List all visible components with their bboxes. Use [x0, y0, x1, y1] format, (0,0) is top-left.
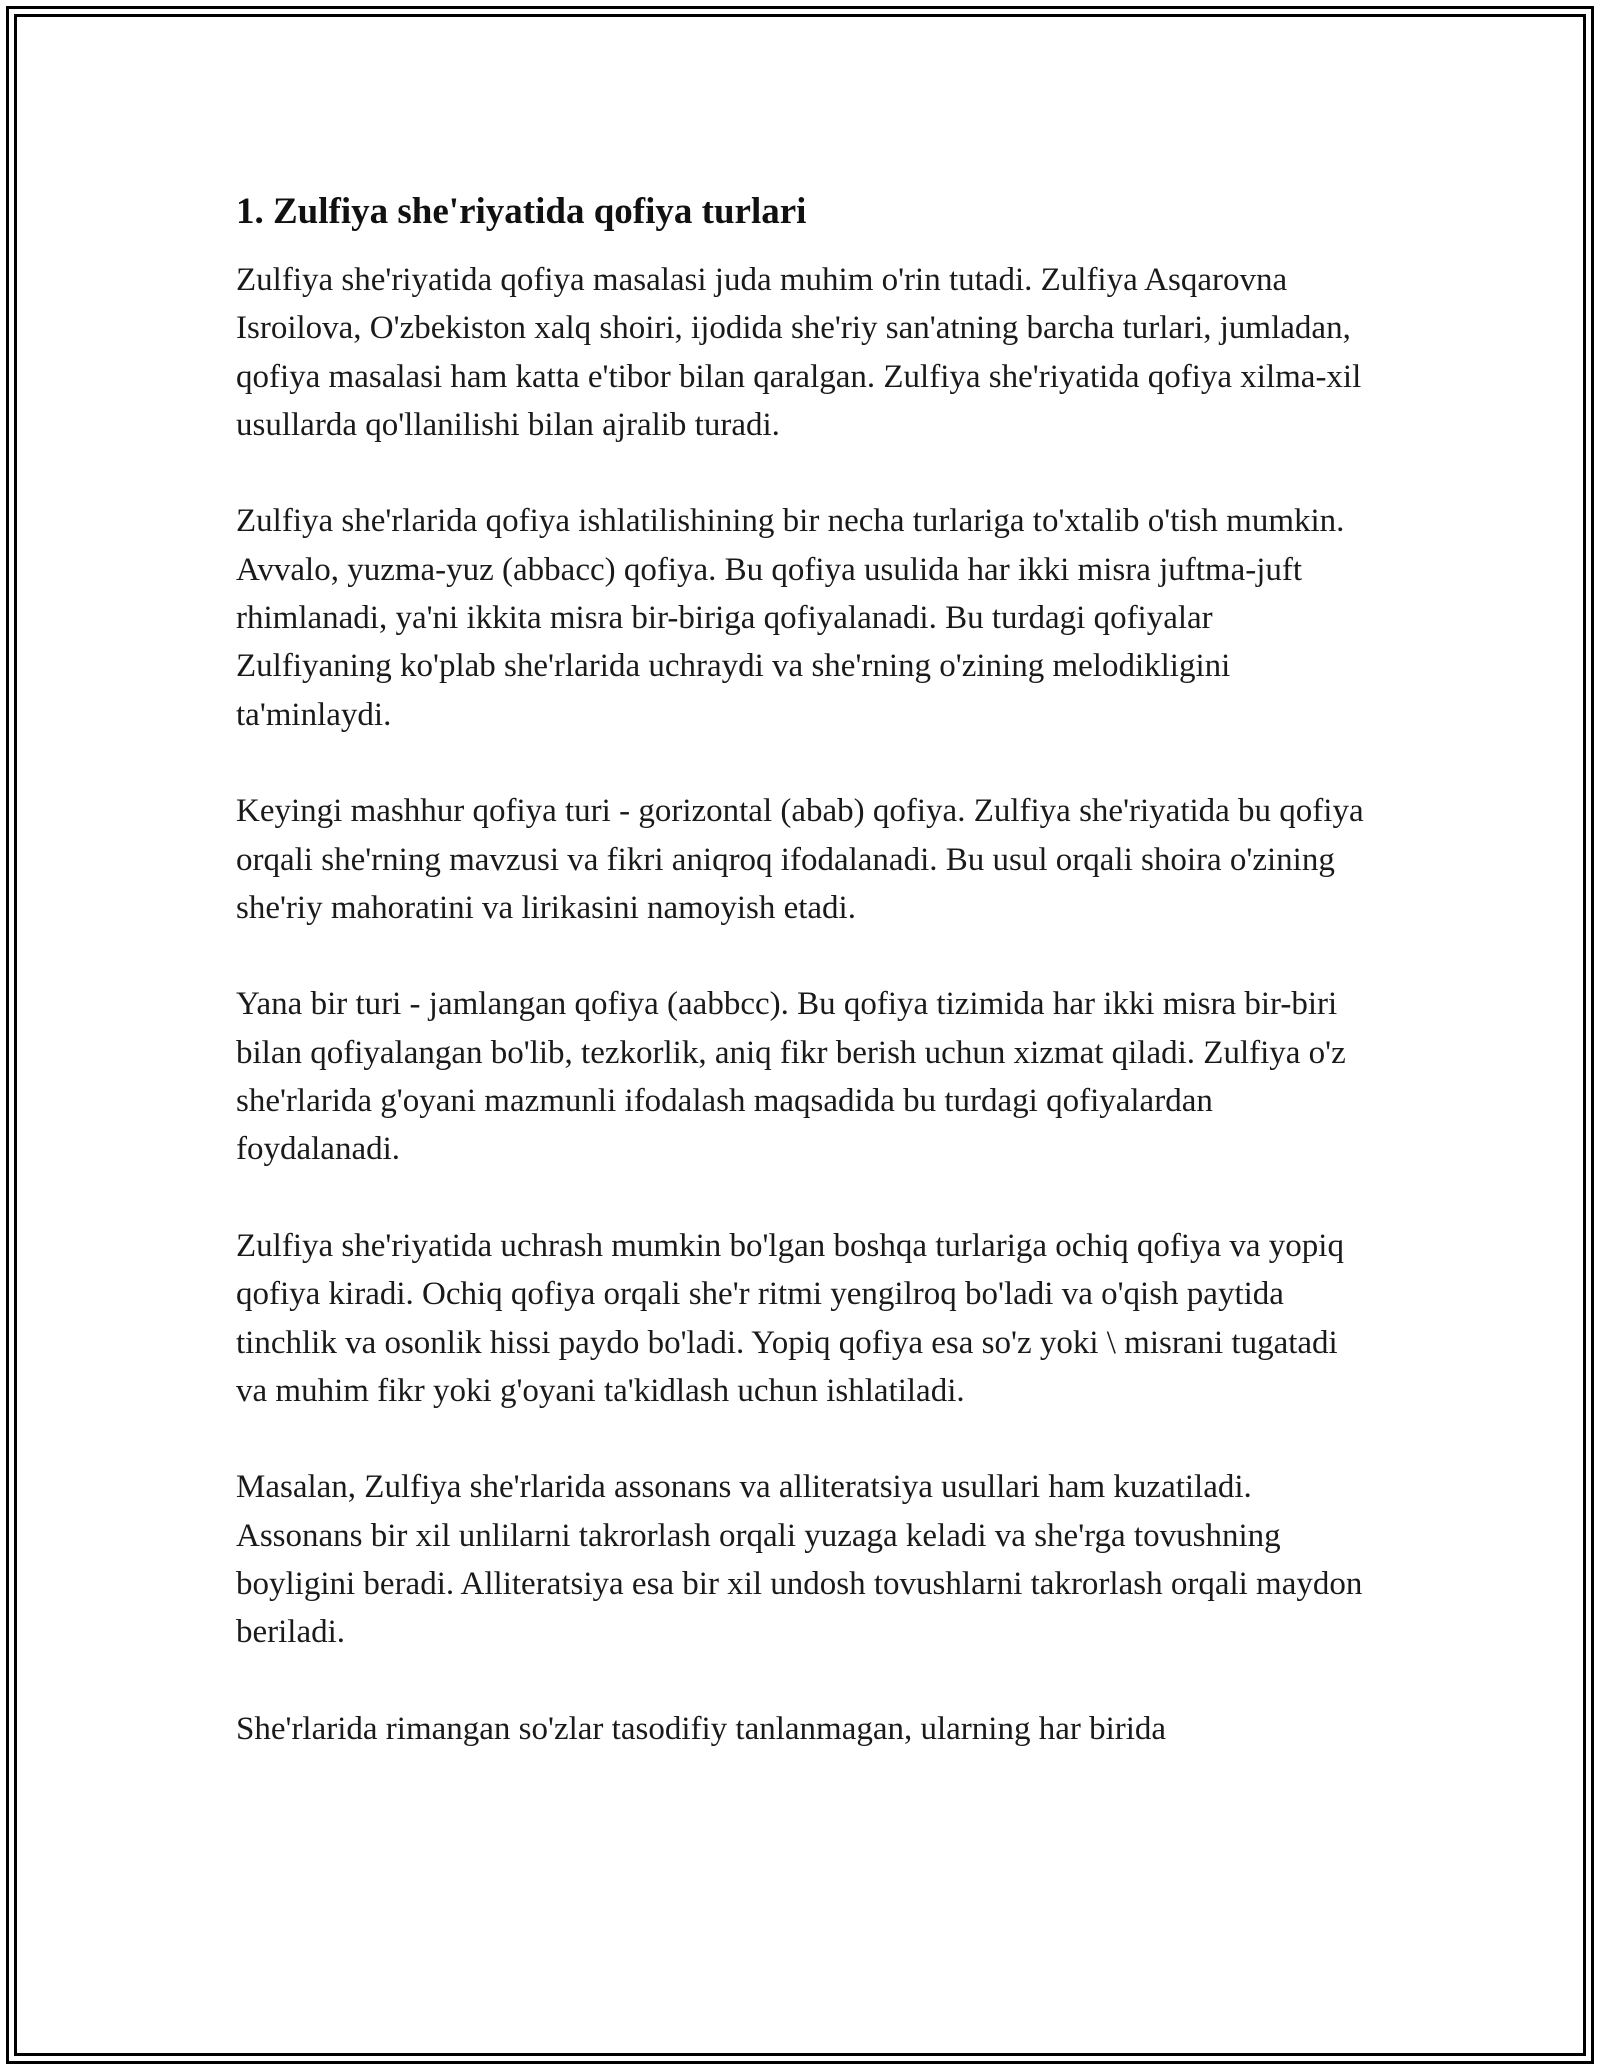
- document-body: [236, 188, 1376, 1802]
- paragraph-intro: Zulfiya she'riyatida qofiya masalasi juda muhim o'rin tutadi. Zulfiya Asqarovna Isroilova, O'zbekiston xalq shoiri, ijodida she'riy san'atning barcha turlari, jumladan, qofiya masalasi ham katta e'tibor bilan qaralgan. Zulfiya she'riyatida qofiya xilma-xil usullarda qo'llanilishi bilan ajralib turadi.: [236, 262, 1362, 443]
- paragraph-aabbcc-rhyme: Yana bir turi - jamlangan qofiya (aabbcc). Bu qofiya tizimida har ikki misra bir-biri bilan qofiyalangan bo'lib, tezkorlik, aniq fikr berish uchun xizmat qiladi. Zulfiya o'z she'rlarida g'oyani mazmunli ifodalash maqsadida bu turdagi qofiyalardan foydalanadi.: [236, 986, 1346, 1168]
- paragraph-rhymed-words: She'rlarida rimangan so'zlar tasodifiy tanlanmagan, ularning har birida: [236, 1710, 1167, 1747]
- paragraph-open-closed-rhyme: Zulfiya she'riyatida uchrash mumkin bo'lgan boshqa turlariga ochiq qofiya va yopiq qofiya kiradi. Ochiq qofiya orqali she'r ritmi yengilroq bo'ladi va o'qish paytida tinchlik va osonlik hissi paydo bo'ladi. Yopiq qofiya esa so'z yoki \ misrani tugatadi va muhim fikr yoki g'oyani ta'kidlash uchun ishlatiladi.: [236, 1227, 1344, 1409]
- paragraph-assonance-alliteration: Masalan, Zulfiya she'rlarida assonans va alliteratsiya usullari ham kuzatiladi. Assonans bir xil unlilarni takrorlash orqali yuzaga keladi va she'rga tovushning boyligini beradi. Alliteratsiya esa bir xil undosh tovushlarni takrorlash orqali maydon beriladi.: [236, 1469, 1363, 1651]
- paragraph-abab-rhyme: Keyingi mashhur qofiya turi - gorizontal (abab) qofiya. Zulfiya she'riyatida bu qofiya orqali she'rning mavzusi va fikri aniqroq ifodalanadi. Bu usul orqali shoira o'zining she'riy mahoratini va lirikasini namoyish etadi.: [236, 793, 1364, 926]
- section-heading: 1. Zulfiya she'riyatida qofiya turlari: [236, 191, 807, 232]
- paragraph-abbacc-rhyme: Zulfiya she'rlarida qofiya ishlatilishining bir necha turlariga to'xtalib o'tish mumkin. Avvalo, yuzma-yuz (abbacc) qofiya. Bu qofiya usulida har ikki misra juftma-juft rhimlanadi, ya'ni ikkita misra bir-biriga qofiyalanadi. Bu turdagi qofiyalar Zulfiyaning ko'plab she'rlarida uchraydi va she'rning o'zining melodikligini ta'minlaydi.: [236, 503, 1345, 733]
